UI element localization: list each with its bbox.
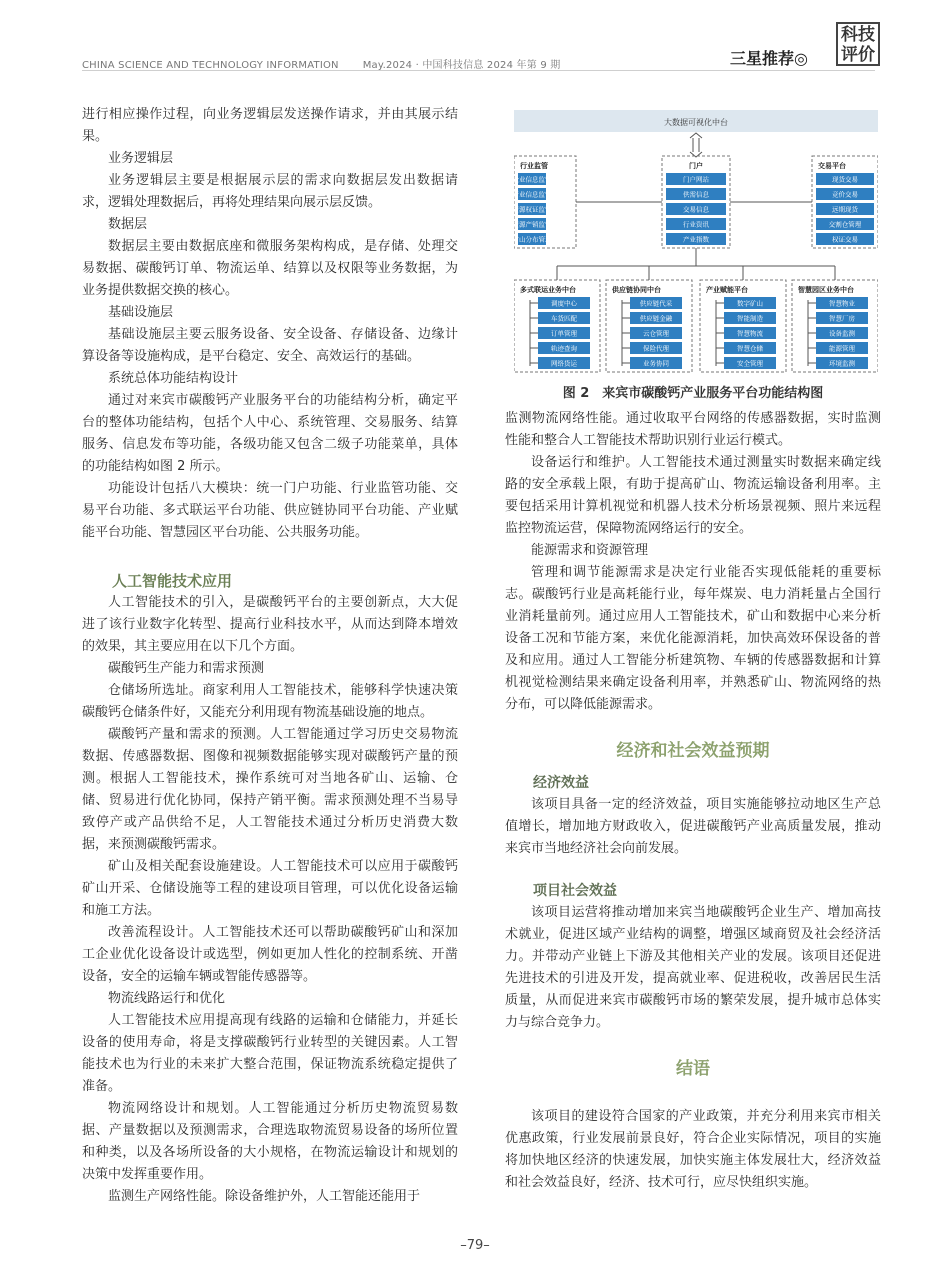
industry-title: 行业监管	[520, 162, 548, 170]
subheading: 系统总体功能结构设计	[108, 371, 239, 386]
left-column	[82, 104, 458, 1208]
multimodal-item-label: 轨迹查询	[551, 344, 577, 353]
trade-item-label: 竞价交易	[832, 190, 858, 199]
paragraph: 人工智能技术应用提高现有线路的运输和仓储能力，并延长设备的使用寿命，将是支撑碳酸钙行业转型的关键因素。人工智能技术也为行业的未来扩大整合范围，保证物流系统稳定提供了准备。	[82, 1013, 458, 1094]
banner-label: 大数据可视化中台	[664, 118, 728, 127]
paragraph: 管理和调节能源需求是决定行业能否实现低能耗的重要标志。碳酸钙行业是高耗能行业，每年煤炭、电力消耗量占全国行业消耗量前列。通过应用人工智能技术，矿山和数据中心来分析设备工况和节能方案，来优化能源消耗，加快高效环保设备的普及和应用。通过人工智能分析建筑物、车辆的传感器数据和计算机视觉检测结果来确定设备利用率，并熟悉矿山、物流网络的热分布，可以降低能源需求。	[505, 565, 881, 712]
subheading: 基础设施层	[108, 305, 174, 320]
function-structure-diagram	[514, 108, 878, 378]
double-arrow	[690, 133, 702, 157]
paragraph: 人工智能技术的引入，是碳酸钙平台的主要创新点，大大促进了该行业数字化转型、提高行业科技水平，从而达到降本增效的效果，其主要应用在以下几个方面。	[82, 595, 458, 654]
paragraph: 碳酸钙产量和需求的预测。人工智能通过学习历史交易物流数据、传感器数据、图像和视频数据能够实现对碳酸钙产量的预测。根据人工智能技术，操作系统可对当地各矿山、运输、仓储、贸易进行优化协同，保持产销平衡。需求预测处理不当易导致停产或产品供给不足，人工智能技术通过分析历史消费大数据，来预测碳酸钙需求。	[82, 727, 458, 852]
trade-title: 交易平台	[818, 162, 846, 170]
issue-info: May.2024 · 中国科技信息 2024 年第 9 期	[362, 60, 561, 71]
column-stamp	[836, 22, 880, 66]
supply-item-label: 云仓管理	[643, 329, 669, 338]
trade-item-label: 交割仓管理	[828, 220, 862, 229]
park-title: 智慧园区业务中台	[798, 286, 854, 294]
multimodal-title: 多式联运业务中台	[520, 286, 576, 294]
stamp-line-2: 评价	[841, 45, 875, 65]
supply-item-label: 保险代理	[643, 344, 669, 353]
paragraph: 仓储场所选址。商家利用人工智能技术，能够科学快速决策碳酸钙仓储条件好，又能充分利用现有物流基础设施的地点。	[82, 683, 458, 720]
paragraph: 该项目的建设符合国家的产业政策，并充分利用来宾市相关优惠政策，行业发展前景良好，符合企业实际情况，项目的实施将加快地区经济的快速发展，加快实施主体发展壮大，经济效益和社会效益良好，经济、技术可行，应尽快组织实施。	[505, 1109, 881, 1190]
paragraph: 功能设计包括八大模块：统一门户功能、行业监管功能、交易平台功能、多式联运平台功能、供应链协同平台功能、产业赋能平台功能、智慧园区平台功能、公共服务功能。	[82, 481, 458, 540]
paragraph: 基础设施层主要云服务设备、安全设备、存储设备、边缘计算设备等设施构成，是平台稳定、安全、高效运行的基础。	[82, 327, 458, 364]
portal-item-label: 交易信息	[683, 205, 709, 214]
multimodal-item-label: 网络货运	[551, 359, 577, 368]
right-column	[505, 408, 881, 1194]
paragraph: 物流网络设计和规划。人工智能通过分析历史物流贸易数据、产量数据以及预测需求，合理选取物流贸易设备的场所位置和种类，以及各场所设备的大小规格，在物流运输设计和规划的决策中发挥重要作用。	[82, 1101, 458, 1182]
section-heading: 经济和社会效益预期	[616, 741, 770, 761]
multimodal-item-label: 调度中心	[551, 299, 577, 308]
section-heading: 结语	[676, 1059, 710, 1079]
supply-item-label: 供应链金融	[639, 314, 673, 323]
multimodal-item-label: 车货匹配	[551, 314, 577, 323]
paragraph: 数据层主要由数据底座和微服务架构构成，是存储、处理交易数据、碳酸钙订单、物流运单、结算以及权限等业务数据，为业务提供数据交换的核心。	[82, 239, 458, 298]
column-title: 三星推荐◎	[730, 49, 808, 68]
industry-item-label: 行业信息监管	[514, 190, 552, 199]
paragraph: 改善流程设计。人工智能技术还可以帮助碳酸钙矿山和深加工企业优化设备设计或选型，例如更加人性化的控制系统、开凿设备，安全的运输车辆或智能传感器等。	[82, 925, 458, 984]
park-item-label: 智慧物业	[829, 299, 855, 308]
subheading: 物流线路运行和优化	[108, 991, 226, 1006]
page-number: –79–	[460, 1238, 490, 1253]
industry-item-label: 资源权证监管	[514, 205, 552, 214]
paragraph: 监测生产网络性能。除设备维护外，人工智能还能用于	[108, 1189, 421, 1204]
journal-name: CHINA SCIENCE AND TECHNOLOGY INFORMATION	[82, 60, 339, 71]
subheading: 碳酸钙生产能力和需求预测	[108, 661, 265, 676]
paragraph: 进行相应操作过程，向业务逻辑层发送操作请求，并由其展示结果。	[82, 107, 458, 144]
supply-item-label: 供应链代采	[639, 299, 673, 308]
supply-item-label: 业务协同	[643, 359, 669, 368]
function-structure-figure	[514, 108, 878, 378]
supply-title: 供应链协同中台	[612, 286, 661, 294]
subheading: 能源需求和资源管理	[531, 543, 649, 558]
industry-item-label: 矿山分布管理	[514, 235, 552, 244]
empower-item-label: 安全管理	[737, 359, 763, 368]
paragraph: 该项目具备一定的经济效益，项目实施能够拉动地区生产总值增长，增加地方财政收入，促进碳酸钙产业高质量发展，推动来宾市当地经济社会向前发展。	[505, 797, 881, 856]
paragraph: 通过对来宾市碳酸钙产业服务平台的功能结构分析，确定平台的整体功能结构，包括个人中心、系统管理、交易服务、结算服务、信息发布等功能，各级功能又包含二级子功能菜单，具体的功能结构如图 2 所示。	[82, 393, 458, 474]
figure-caption: 图 2 来宾市碳酸钙产业服务平台功能结构图	[562, 386, 824, 401]
paragraph: 业务逻辑层主要是根据展示层的需求向数据层发出数据请求，逻辑处理数据后，再将处理结果向展示层反馈。	[82, 173, 458, 210]
multimodal-item-label: 订单管理	[551, 329, 577, 338]
empower-title: 产业赋能平台	[706, 286, 748, 294]
trade-item-label: 现货交易	[832, 175, 858, 184]
trade-item-label: 远期现货	[832, 205, 858, 214]
paragraph: 监测物流网络性能。通过收取平台网络的传感器数据，实时监测性能和整合人工智能技术帮助识别行业运行模式。	[505, 411, 881, 448]
subheading: 经济效益	[533, 775, 589, 791]
empower-item-label: 智能制造	[737, 314, 763, 323]
paragraph: 该项目运营将推动增加来宾当地碳酸钙企业生产、增加高技术就业，促进区域产业结构的调整，增强区域商贸及社会经济活力。并带动产业链上下游及其他相关产业的发展。该项目还促进先进技术的引进及开发，提高就业率、促进税收，改善居民生活质量，从而促进来宾市碳酸钙市场的繁荣发展，提升城市总体实力与综合竞争力。	[505, 905, 881, 1030]
trade-item-label: 权证交易	[832, 235, 858, 244]
subheading: 数据层	[108, 217, 148, 232]
header-divider	[82, 70, 875, 71]
portal-item-label: 行业资讯	[683, 220, 709, 229]
portal-item-label: 供需信息	[683, 190, 709, 199]
journal-header	[82, 56, 560, 71]
paragraph: 设备运行和维护。人工智能技术通过测量实时数据来确定线路的安全承载上限，有助于提高矿山、物流运输设备利用率。主要包括采用计算机视觉和机器人技术分析场景视频、照片来远程监控物流运营，保障物流网络运行的安全。	[505, 455, 881, 536]
park-item-label: 智慧厂房	[829, 314, 855, 323]
park-item-label: 设备监测	[829, 329, 855, 338]
subheading: 项目社会效益	[533, 883, 617, 899]
portal-item-label: 门户网站	[683, 175, 709, 184]
portal-item-label: 产业指数	[683, 235, 709, 244]
industry-item-label: 资源产销监管	[514, 220, 552, 229]
park-item-label: 环境监测	[829, 359, 855, 368]
empower-item-label: 数字矿山	[737, 299, 763, 308]
empower-item-label: 智慧物流	[737, 329, 763, 338]
paragraph: 矿山及相关配套设施建设。人工智能技术可以应用于碳酸钙矿山开采、仓储设施等工程的建设项目管理，可以优化设备运输和施工方法。	[82, 859, 458, 918]
empower-item-label: 智慧仓储	[737, 344, 763, 353]
subheading: 业务逻辑层	[108, 151, 174, 166]
park-item-label: 能源管理	[829, 344, 855, 353]
portal-title: 门户	[689, 162, 703, 170]
stamp-line-1: 科技	[841, 25, 875, 45]
section-heading: 人工智能技术应用	[112, 572, 233, 590]
industry-item-label: 企业信息监管	[514, 175, 552, 184]
diagram-boxes	[514, 161, 874, 369]
